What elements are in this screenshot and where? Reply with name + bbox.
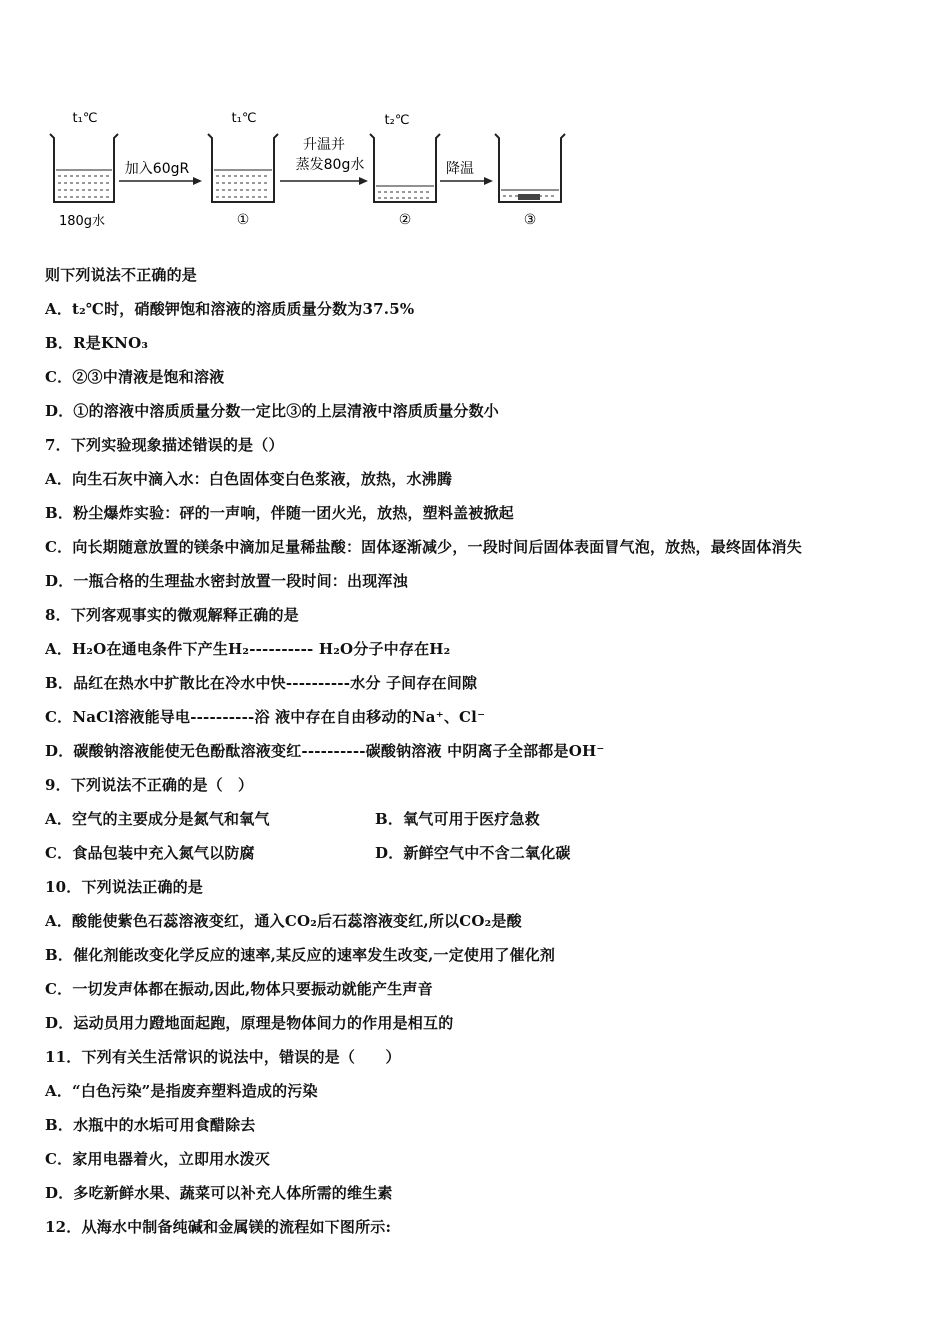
- question-9: [45, 768, 925, 870]
- option-b: B．催化剂能改变化学反应的速率,某反应的速率发生改变,一定使用了催化剂: [45, 946, 556, 964]
- beaker-temp-label: t₁℃: [72, 111, 98, 126]
- arrow-label: 降温: [446, 161, 474, 177]
- beaker-3: [495, 134, 565, 228]
- option-d: D．一瓶合格的生理盐水密封放置一段时间：出现浑浊: [45, 572, 408, 590]
- option-a: A．t₂℃时，硝酸钾饱和溶液的溶质质量分数为37.5%: [45, 300, 415, 318]
- option-a: A．向生石灰中滴入水：白色固体变白色浆液，放热，水沸腾: [45, 470, 453, 488]
- beaker-number-label: ②: [398, 212, 412, 228]
- arrow-cool: [440, 161, 493, 185]
- beaker-water-label: 180g水: [58, 214, 106, 229]
- question-12: [45, 1210, 925, 1244]
- exam-questions: [45, 258, 925, 1244]
- option-c: C．一切发声体都在振动,因此,物体只要振动就能产生声音: [45, 980, 433, 998]
- option-a: A．H₂O在通电条件下产生H₂---------- H₂O分子中存在H₂: [45, 640, 451, 658]
- beaker-temp-label: t₁℃: [231, 111, 257, 126]
- option-d: D．①的溶液中溶质质量分数一定比③的上层清液中溶质质量分数小: [45, 402, 500, 420]
- option-b: B．品红在热水中扩散比在冷水中快----------水分 子间存在间隙: [45, 674, 478, 692]
- arrow-label-line2: 蒸发80g水: [295, 157, 365, 173]
- question-stem: 则下列说法不正确的是: [45, 266, 198, 284]
- arrow-label: 加入60gR: [124, 161, 190, 177]
- beaker-1: [208, 111, 278, 228]
- option-row: [45, 836, 925, 870]
- beaker-number-label: ①: [236, 212, 250, 228]
- beaker-initial: [50, 111, 118, 229]
- option-b: B．水瓶中的水垢可用食醋除去: [45, 1116, 256, 1134]
- question-6-options: [45, 258, 925, 428]
- option-b: B．粉尘爆炸实验：砰的一声响，伴随一团火光，放热，塑料盖被掀起: [45, 504, 514, 522]
- question-10: [45, 870, 925, 1040]
- solubility-experiment-diagram: [40, 102, 580, 237]
- arrow-label-line1: 升温并: [303, 137, 345, 153]
- question-7: [45, 428, 925, 598]
- option-b: B．氧气可用于医疗急救: [375, 810, 540, 828]
- arrow-add-solute: [119, 161, 202, 185]
- question-8: [45, 598, 925, 768]
- question-stem: 8．下列客观事实的微观解释正确的是: [45, 606, 299, 624]
- arrow-heat-evaporate: [280, 137, 368, 185]
- option-a: A．空气的主要成分是氮气和氧气: [45, 810, 270, 828]
- crystal-precipitate: [518, 194, 540, 200]
- option-c: C．向长期随意放置的镁条中滴加足量稀盐酸：固体逐渐减少，一段时间后固体表面冒气泡，放热，最终固体消失: [45, 538, 802, 556]
- question-stem: 12．从海水中制备纯碱和金属镁的流程如下图所示:: [45, 1218, 392, 1236]
- option-row: [45, 802, 925, 836]
- option-c: C．家用电器着火，立即用水泼灭: [45, 1150, 270, 1168]
- question-stem: 10．下列说法正确的是: [45, 878, 204, 896]
- option-b: B．R是KNO₃: [45, 334, 149, 352]
- option-d: D．碳酸钠溶液能使无色酚酞溶液变红----------碳酸钠溶液 中阴离子全部都是OH⁻: [45, 742, 605, 760]
- beaker-number-label: ③: [523, 212, 537, 228]
- option-c: C．②③中清液是饱和溶液: [45, 368, 225, 386]
- question-stem: 11．下列有关生活常识的说法中，错误的是（ ）: [45, 1048, 401, 1066]
- option-c: C．食品包装中充入氮气以防腐: [45, 844, 255, 862]
- question-stem: 7．下列实验现象描述错误的是（）: [45, 436, 284, 454]
- option-d: D．多吃新鲜水果、蔬菜可以补充人体所需的维生素: [45, 1184, 393, 1202]
- option-d: D．新鲜空气中不含二氧化碳: [375, 844, 571, 862]
- option-a: A．“白色污染”是指废弃塑料造成的污染: [45, 1082, 318, 1100]
- beaker-temp-label: t₂℃: [384, 113, 410, 128]
- question-stem: 9．下列说法不正确的是（ ）: [45, 776, 254, 794]
- option-c: C．NaCl溶液能导电----------浴 液中存在自由移动的Na⁺、Cl⁻: [45, 708, 486, 726]
- option-d: D．运动员用力蹬地面起跑，原理是物体间力的作用是相互的: [45, 1014, 454, 1032]
- option-a: A．酸能使紫色石蕊溶液变红，通入CO₂后石蕊溶液变红,所以CO₂是酸: [45, 912, 522, 930]
- question-11: [45, 1040, 925, 1210]
- beaker-2: [370, 113, 440, 228]
